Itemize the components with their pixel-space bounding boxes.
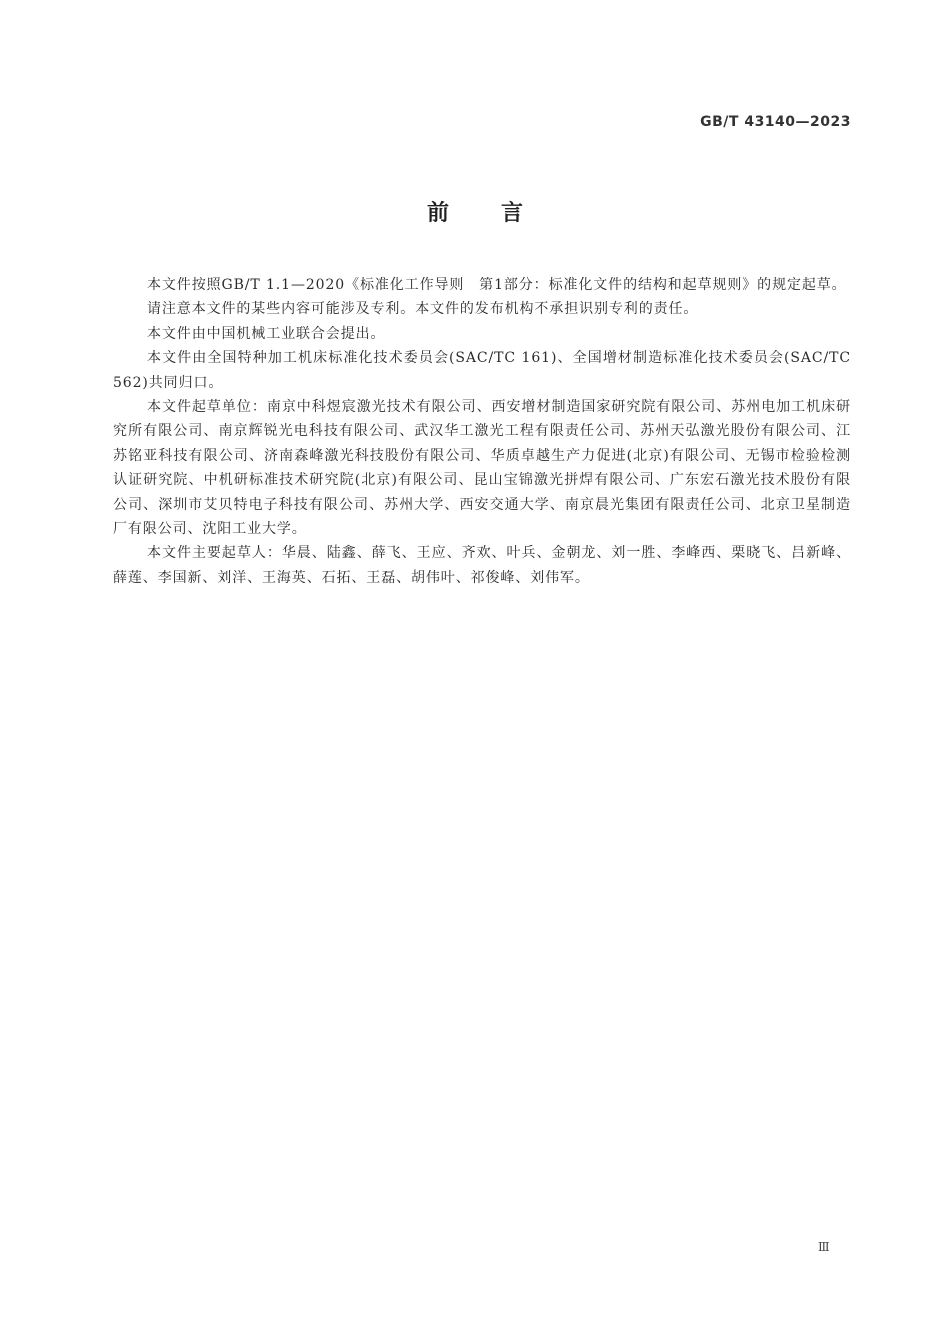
standard-code: GB/T 43140—2023 — [700, 114, 851, 130]
paragraph-drafters: 本文件主要起草人：华晨、陆鑫、薛飞、王应、齐欢、叶兵、金朝龙、刘一胜、李峰西、栗晓飞、吕新峰、薛莲、李国新、刘洋、王海英、石拓、王磊、胡伟叶、祁俊峰、刘伟军。 — [113, 545, 851, 586]
paragraph-patent-notice: 请注意本文件的某些内容可能涉及专利。本文件的发布机构不承担识别专利的责任。 — [147, 301, 699, 318]
paragraph-centralized-management: 本文件由全国特种加工机床标准化技术委员会(SAC/TC 161)、全国增材制造标准化技术委员会(SAC/TC 562)共同归口。 — [113, 350, 851, 391]
foreword-body — [113, 273, 851, 590]
page-number: Ⅲ — [818, 1240, 830, 1254]
paragraph-drafting-rules: 本文件按照GB/T 1.1—2020《标准化工作导则 第1部分：标准化文件的结构和起草规则》的规定起草。 — [147, 277, 847, 293]
paragraph-proposer: 本文件由中国机械工业联合会提出。 — [147, 325, 386, 342]
paragraph-drafting-organizations: 本文件起草单位：南京中科煜宸激光技术有限公司、西安增材制造国家研究院有限公司、苏州电加工机床研究所有限公司、南京辉锐光电科技有限公司、武汉华工激光工程有限责任公司、苏州天弘激光股份有限公司、江苏铭亚科技有限公司、济南森峰激光科技股份有限公司、华质卓越生产力促进(北京)有限公司、无锡市检验检测认证研究院、中机研标准技术研究院(北京)有限公司、昆山宝锦激光拼焊有限公司、广东宏石激光技术股份有限公司、深圳市艾贝特电子科技有限公司、苏州大学、西安交通大学、南京晨光集团有限责任公司、北京卫星制造厂有限公司、沈阳工业大学。 — [113, 399, 851, 538]
page-title: 前言 — [426, 201, 575, 226]
